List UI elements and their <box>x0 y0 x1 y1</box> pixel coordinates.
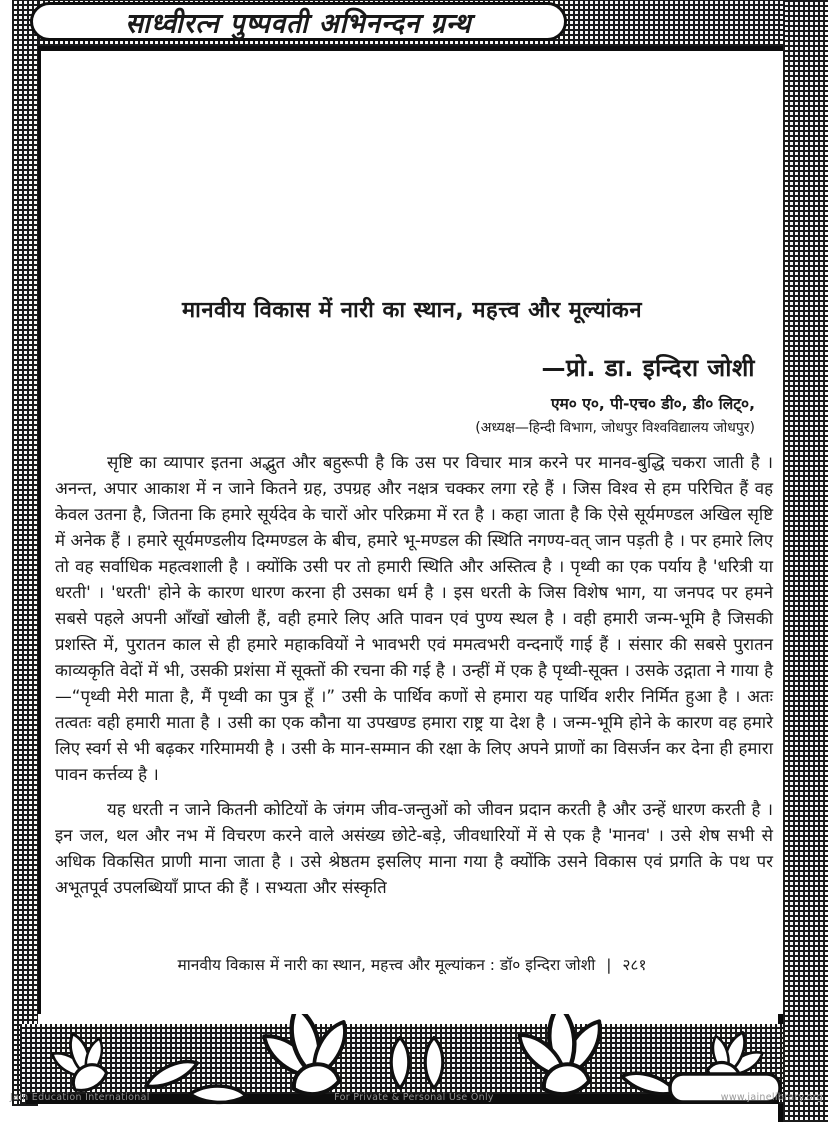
footer-separator: | <box>606 956 612 974</box>
watermark-right: www.jainelibrary.org <box>720 1092 823 1103</box>
byline-block <box>475 351 755 437</box>
body-paragraph: सृष्टि का व्यापार इतना अद्भुत और बहुरूपी है कि उस पर विचार मात्र करने पर मानव-बुद्धि चकरा जाती है । अनन्त, अपार आकाश में न जाने कितने ग्रह, उपग्रह और नक्षत्र चक्कर लगा रहे हैं । जिस विश्व से हम परिचित हैं वह केवल उतना है, जितना कि हमारे सूर्यदेव के चारों ओर परिक्रमा में रत है । कहा जाता है कि ऐसे सूर्यमण्डल अखिल सृष्टि में अनेक हैं । हमारे सूर्यमण्डलीय दिग्मण्डल के बीच, हमारे भू-मण्डल की स्थिति नगण्य-वत् जान पड़ती है । पर हमारे लिए तो वह सर्वाधिक महत्वशाली है । क्योंकि उसी पर तो हमारी स्थिति और अस्तित्व है । पृथ्वी का एक पर्याय है 'धरित्री या धरती' । 'धरती' होने के कारण धारण करना ही उसका धर्म है । इस धरती के जिस विशेष भाग, या जनपद पर हमने सबसे पहले अपनी आँखों खोली हैं, वही हमारे लिए अति पावन एवं पुण्य स्थल है । वही हमारी जन्म-भूमि है जिसकी प्रशस्ति में, पुरातन काल से ही हमारे महाकवियों ने भावभरी एवं ममत्वभरी वन्दनाएँ गाई हैं । संसार की सबसे पुरातन काव्यकृति वेदों में भी, उसकी प्रशंसा में सूक्तों की रचना की गई है । उन्हीं में एक है पृथ्वी-सूक्त । उसके उद्गाता ने गाया है —“पृथ्वी मेरी माता है, मैं पृथ्वी का पुत्र हूँ ।” उसी के पार्थिव कणों से हमारा यह पार्थिव शरीर निर्मित हुआ है । अतः तत्वतः वही हमारी माता है । उसी का एक कौना या उपखण्ड हमारा राष्ट्र या देश है । जन्म-भूमि होने के कारण वह हमारे लिए स्वर्ग से भी बढ़कर गरिमामयी है । उसी के मान-सम्मान की रक्षा के लिए अपने प्राणों का विसर्जन कर देना ही हमारा पावन कर्त्तव्य है । <box>55 452 773 784</box>
author-affiliation: (अध्यक्ष—हिन्दी विभाग, जोधपुर विश्वविद्यालय जोधपुर) <box>475 420 755 436</box>
right-hatch-border <box>778 0 828 1122</box>
left-hatch-border <box>12 0 38 1106</box>
article-body <box>55 449 773 900</box>
page-number: २८१ <box>622 956 647 974</box>
header-banner <box>30 2 567 41</box>
watermark-center: For Private & Personal Use Only <box>334 1092 494 1103</box>
article-title: मानवीय विकास में नारी का स्थान, महत्त्व और मूल्यांकन <box>181 298 643 323</box>
watermark-left: Jain Education International <box>10 1092 150 1103</box>
footer-running-title: मानवीय विकास में नारी का स्थान, महत्त्व और मूल्यांकन : डॉ० इन्दिरा जोशी <box>177 956 596 974</box>
content-frame <box>38 46 783 1014</box>
author-credentials: एम० ए०, पी-एच० डी०, डी० लिट्०, <box>550 395 755 413</box>
book-title: साध्वीरत्न पुष्पवती अभिनन्दन ग्रन्थ <box>125 7 472 40</box>
author-name: —प्रो. डा. इन्दिरा जोशी <box>541 354 755 382</box>
running-footer <box>41 953 783 975</box>
body-paragraph: यह धरती न जाने कितनी कोटियों के जंगम जीव-जन्तुओं को जीवन प्रदान करती है और उन्हें धारण करती है । इन जल, थल और नभ में विचरण करने वाले असंख्य छोटे-बड़े, जीवधारियों में से एक है 'मानव' । उसे शेष सभी से अधिक विकसित प्राणी माना जाता है । उसे श्रेष्ठतम इसलिए माना गया है क्योंकि उसने विकास एवं प्रगति के पथ पर अभूतपूर्व उपलब्धियाँ प्राप्त की हैं । सभ्यता और संस्कृति <box>55 799 773 897</box>
